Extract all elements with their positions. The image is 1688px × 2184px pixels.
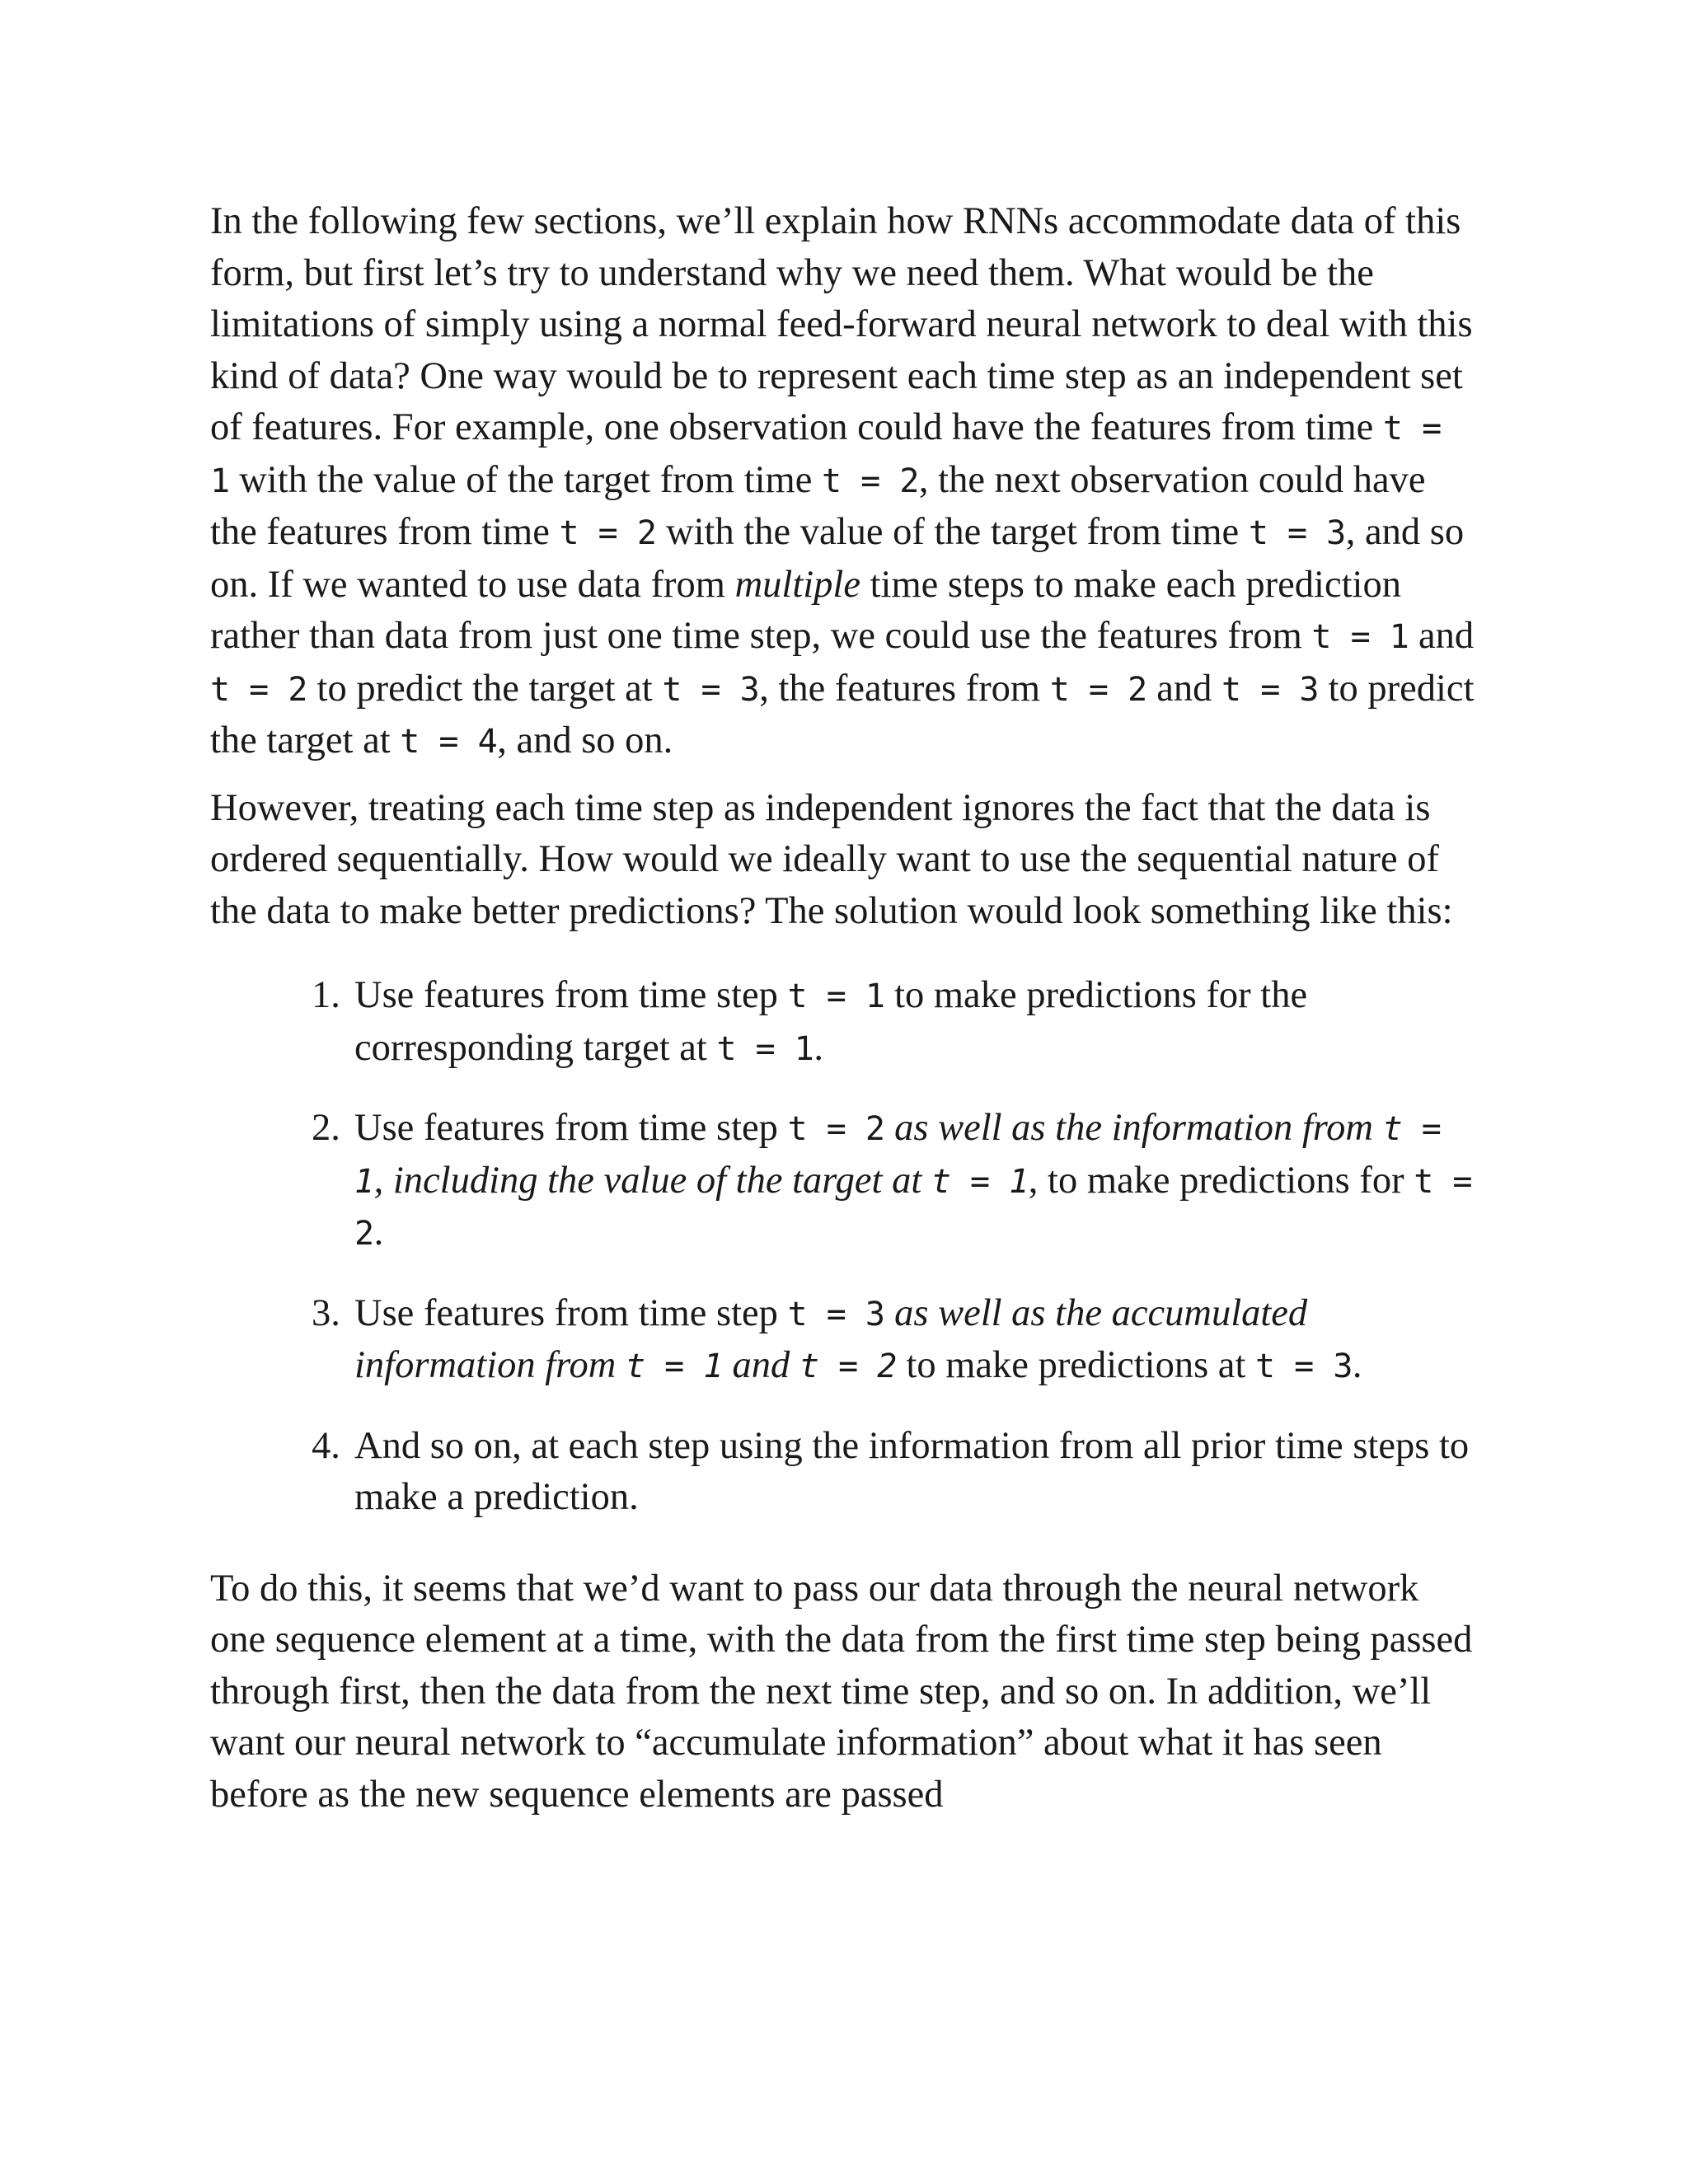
text-span: Use features from time step: [354, 974, 788, 1016]
text-span: , the next observation could have the features from time: [210, 458, 1426, 553]
paragraph-accumulate: To do this, it seems that we’d want to pass our data through the neural network one sequence element at a time, with the data from the first time step being passed through first, then the data from the next time step, and so on. In addition, we’ll want our neural network to “accumulate information” about what it has seen before as the new sequence elements are passed: [210, 1567, 1473, 1816]
list-item: [312, 1103, 1479, 1260]
text-span: In the following few sections, we’ll explain how RNNs accommodate data of this form, but first let’s try to understand why we need them. What would be the limitations of simply using a normal feed-forward neural network to deal with this kind of data? One way would be to represent each time step as an independent set of features. For example, one observation could have the features from time: [210, 200, 1473, 448]
emphasis-text: multiple: [734, 563, 860, 606]
inline-code: t = 1: [354, 1110, 1442, 1201]
inline-code: t = 1: [1311, 618, 1409, 656]
inline-code: t = 2: [1049, 670, 1147, 709]
emphasis-text: , including the value of the target at: [373, 1159, 931, 1202]
inline-code: t = 3: [662, 670, 760, 709]
emphasis-text: and: [722, 1344, 799, 1386]
inline-code: t = 3: [1221, 670, 1319, 709]
list-number: 2.: [312, 1107, 340, 1149]
list-item: [312, 970, 1479, 1075]
inline-code: t = 2: [821, 462, 919, 500]
text-span: to predict the target at: [307, 667, 663, 710]
text-span: , and so on.: [497, 719, 673, 762]
inline-code: t = 3: [1248, 514, 1346, 552]
list-item: [312, 1288, 1479, 1393]
text-span: with the value of the target from time: [656, 511, 1249, 553]
paragraph-sequential: However, treating each time step as independent ignores the fact that the data is ordered sequentially. How would we ideally want to use the sequential nature of the data to make better predictions? The solution would look something like this:: [210, 786, 1453, 932]
text-span: , to make predictions for: [1028, 1159, 1414, 1202]
list-number: 1.: [312, 974, 340, 1016]
inline-code: t = 2: [210, 670, 307, 709]
inline-code: t = 1: [931, 1162, 1029, 1201]
inline-code: t = 3: [1255, 1347, 1353, 1385]
text-span: .: [1352, 1344, 1362, 1386]
text-span: with the value of the target from time: [229, 458, 822, 501]
list-number: 4.: [312, 1424, 340, 1467]
text-span: to make predictions at: [896, 1344, 1255, 1386]
text-span: Use features from time step: [354, 1107, 788, 1149]
inline-code: t = 3: [787, 1295, 885, 1333]
paragraph-intro: [210, 196, 1479, 768]
text-span: and: [1146, 667, 1222, 710]
text-span: to make predictions for the corresponding target at: [354, 974, 1308, 1069]
document-page: [210, 196, 1479, 1821]
inline-code: t = 1: [716, 1029, 814, 1068]
text-span: time steps to make each prediction rather than data from just one time step, we could use the features from: [210, 563, 1401, 657]
list-item: [312, 1421, 1479, 1524]
inline-code: t = 2: [787, 1110, 885, 1148]
list-number: 3.: [312, 1291, 340, 1334]
text-span: .: [373, 1212, 384, 1254]
text-span: , the features from: [759, 667, 1050, 710]
inline-code: t = 2: [799, 1347, 897, 1385]
inline-code: t = 2: [354, 1162, 1472, 1253]
inline-code: t = 1: [625, 1347, 723, 1385]
emphasis-text: as well as the information from: [884, 1107, 1383, 1149]
emphasis-text: as well as the accumulated information from: [354, 1291, 1308, 1386]
inline-code: t = 1: [210, 410, 1442, 500]
text-span: to predict the target at: [210, 667, 1475, 762]
inline-code: t = 1: [787, 977, 885, 1015]
text-span: Use features from time step: [354, 1291, 788, 1334]
text-span: , and so on. If we wanted to use data from: [210, 511, 1465, 606]
text-span: .: [814, 1026, 824, 1069]
text-span: And so on, at each step using the information from all prior time steps to make a prediction.: [354, 1424, 1470, 1518]
inline-code: t = 2: [559, 514, 657, 552]
text-span: and: [1409, 615, 1475, 657]
inline-code: t = 4: [400, 723, 498, 761]
steps-list: [210, 970, 1479, 1524]
